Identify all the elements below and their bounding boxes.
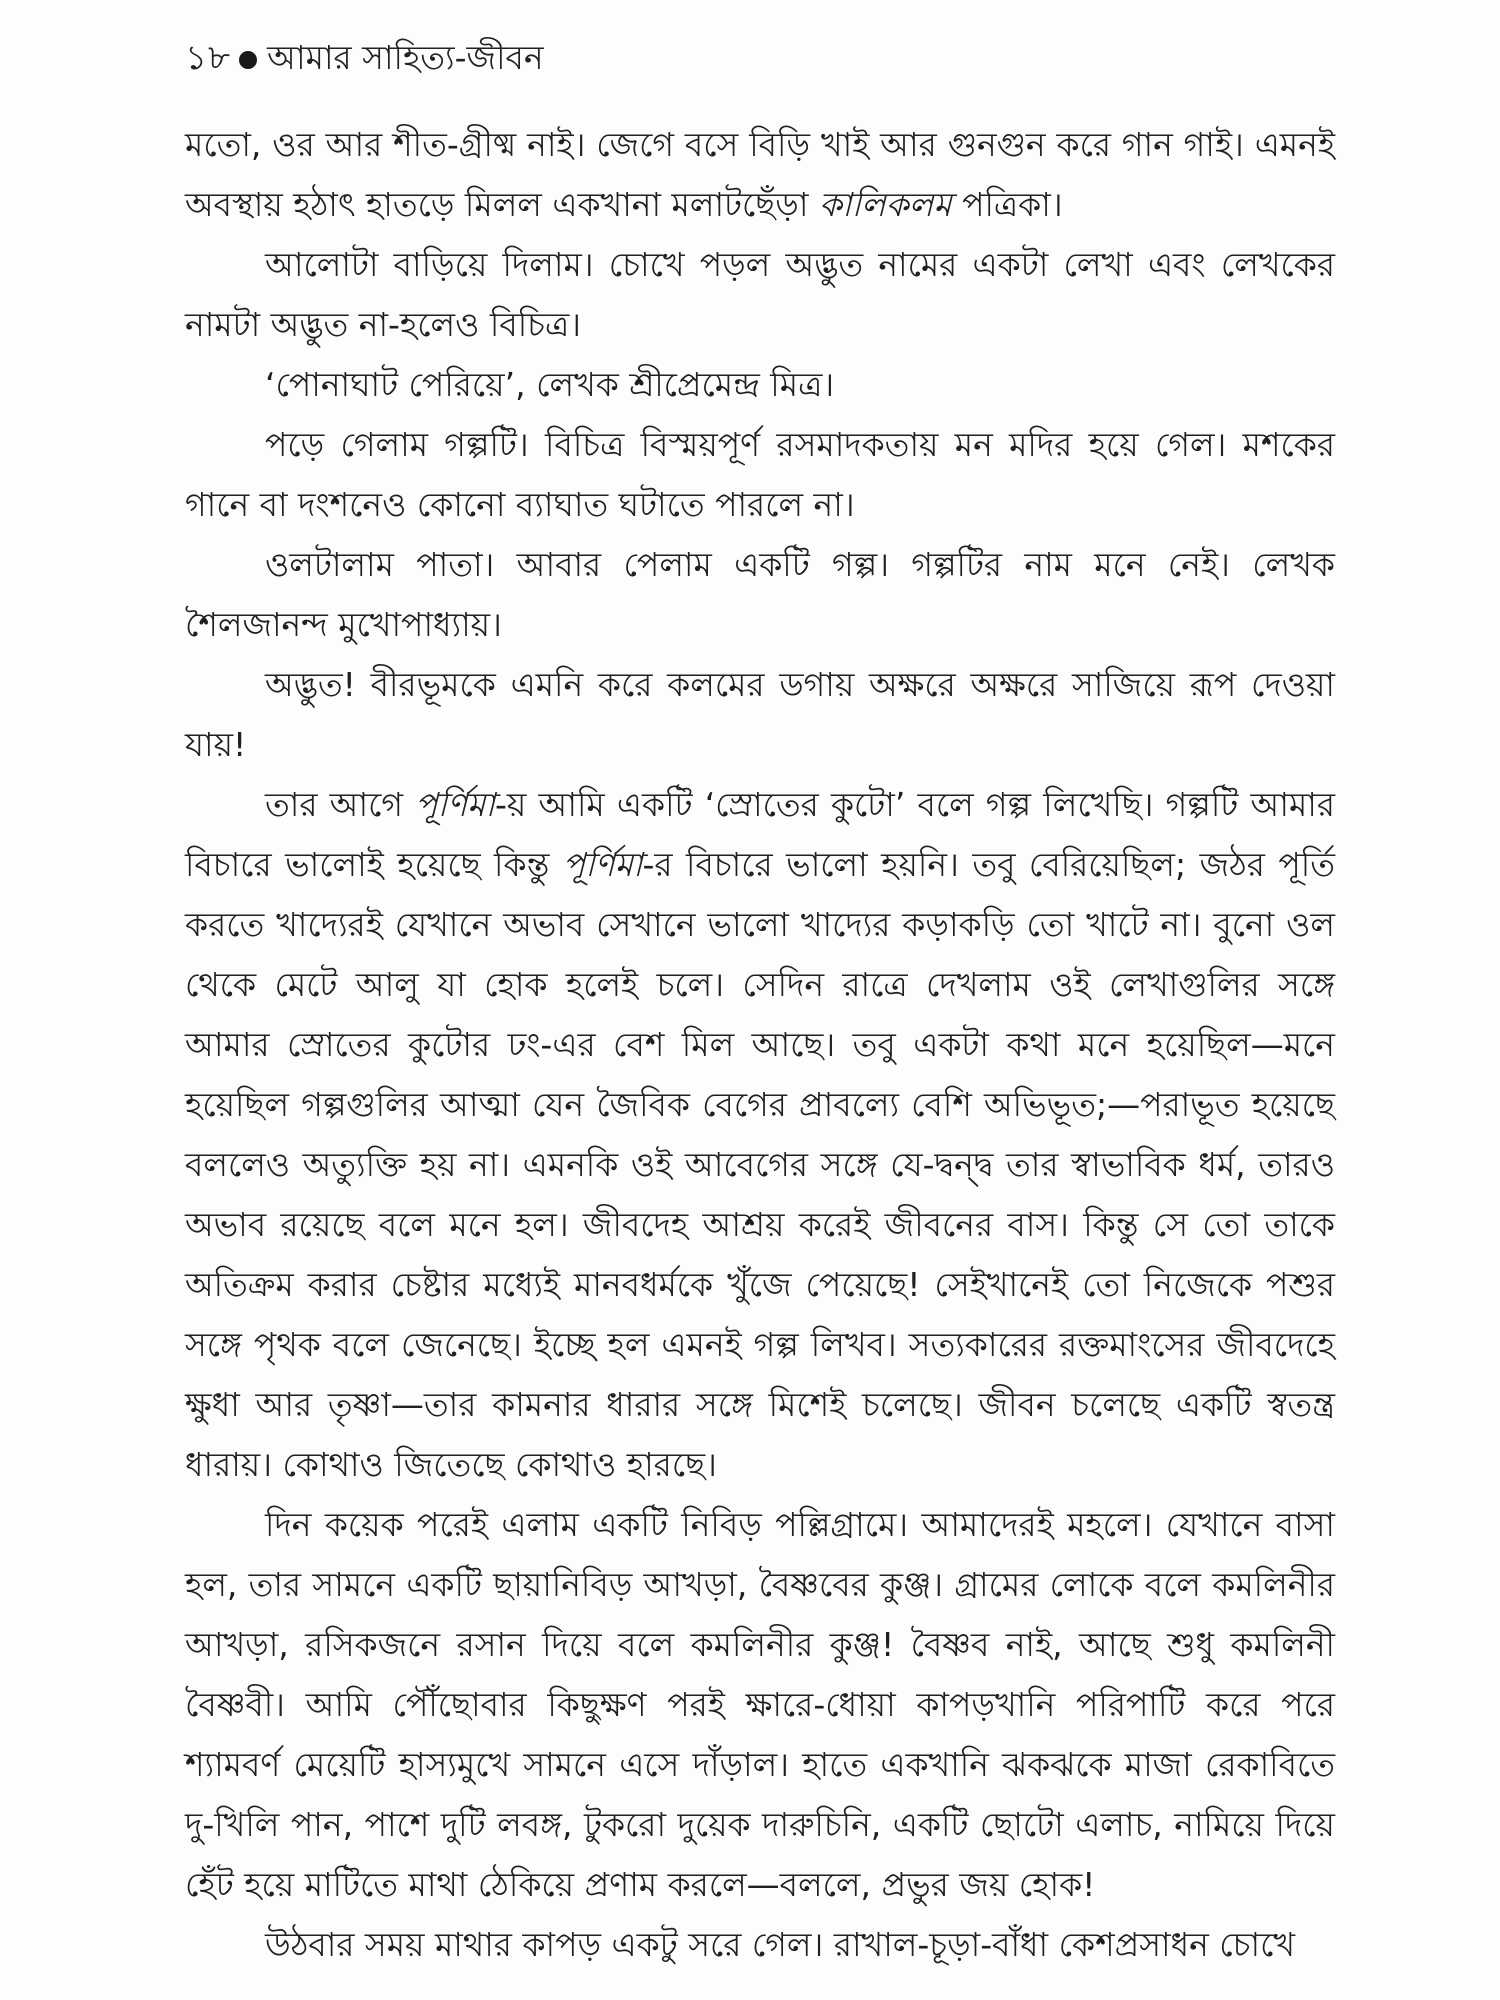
paragraph-1 [185,115,1335,235]
paragraph-text: মতো, ওর আর শীত-গ্রীষ্ম নাই। জেগে বসে বিড়ি খাই আর গুনগুন করে গান গাই। এমনই অবস্থায় হঠাৎ হাতড়ে মিলল একখানা মলাটছেঁড়া [185,125,1335,224]
paragraph-text: -র বিচারে ভালো হয়নি। তবু বেরিয়েছিল; জঠর পূর্তি করতে খাদ্যেরই যেখানে অভাব সেখানে ভালো খাদ্যের কড়াকড়ি তো খাটে না। বুনো ওল থেকে মেটে আলু যা হোক হলেই চলে। সেদিন রাত্রে দেখলাম ওই লেখাগুলির সঙ্গে আমার স্রোতের কুটোর ঢং-এর বেশ মিল আছে। তবু একটা কথা মনে হয়েছিল—মনে হয়েছিল গল্পগুলির আত্মা যেন জৈবিক বেগের প্রাবল্যে বেশি অভিভূত;—পরাভূত হয়েছে বললেও অত্যুক্তি হয় না। এমনকি ওই আবেগের সঙ্গে যে-দ্বন্দ্ব তার স্বাভাবিক ধর্ম, তারও অভাব রয়েছে বলে মনে হল। জীবদেহ আশ্রয় করেই জীবনের বাস। কিন্তু সে তো তাকে অতিক্রম করার চেষ্টার মধ্যেই মানবধর্মকে খুঁজে পেয়েছে! সেইখানেই তো নিজেকে পশুর সঙ্গে পৃথক বলে জেনেছে। ইচ্ছে হল এমনই গল্প লিখব। সত্যকারের রক্তমাংসের জীবদেহে ক্ষুধা আর তৃষ্ণা—তার কামনার ধারার সঙ্গে মিশেই চলেছে। জীবন চলেছে একটি স্বতন্ত্র ধারায়। কোথাও জিতেছে কোথাও হারছে। [185,845,1335,1484]
paragraph-7 [185,775,1335,1495]
book-title: আমার সাহিত্য-জীবন [267,38,544,77]
running-header [185,36,544,84]
paragraph-3: ‘পোনাঘাট পেরিয়ে’, লেখক শ্রীপ্রেমেন্দ্র মিত্র। [265,365,835,404]
paragraph-text: তার আগে [265,785,416,824]
magazine-title-purnima: পূর্ণিমা [415,785,495,824]
filled-circle-icon [239,51,257,69]
paragraph-9: উঠবার সময় মাথার কাপড় একটু সরে গেল। রাখাল-চূড়া-বাঁধা কেশপ্রসাধন চোখে [265,1925,1295,1964]
paragraph-6: অদ্ভুত! বীরভূমকে এমনি করে কলমের ডগায় অক্ষরে অক্ষরে সাজিয়ে রূপ দেওয়া যায়! [185,665,1335,764]
paragraph-8: দিন কয়েক পরেই এলাম একটি নিবিড় পল্লিগ্রামে। আমাদেরই মহলে। যেখানে বাসা হল, তার সামনে একটি ছায়ানিবিড় আখড়া, বৈষ্ণবের কুঞ্জ। গ্রামের লোকে বলে কমলিনীর আখড়া, রসিকজনে রসান দিয়ে বলে কমলিনীর কুঞ্জ! বৈষ্ণব নাই, আছে শুধু কমলিনী বৈষ্ণবী। আমি পৌঁছোবার কিছুক্ষণ পরই ক্ষারে-ধোয়া কাপড়খানি পরিপাটি করে পরে শ্যামবর্ণ মেয়েটি হাস্যমুখে সামনে এসে দাঁড়াল। হাতে একখানি ঝকঝকে মাজা রেকাবিতে দু-খিলি পান, পাশে দুটি লবঙ্গ, টুকরো দুয়েক দারুচিনি, একটি ছোটো এলাচ, নামিয়ে দিয়ে হেঁট হয়ে মাটিতে মাথা ঠেকিয়ে প্রণাম করলে—বললে, প্রভুর জয় হোক! [185,1505,1335,1904]
paragraph-5: ওলটালাম পাতা। আবার পেলাম একটি গল্প। গল্পটির নাম মনে নেই। লেখক শৈলজানন্দ মুখোপাধ্যায়। [185,545,1335,644]
magazine-title-kalikalam: কালিকলম [818,185,952,224]
body-text [185,115,1335,1975]
paragraph-2: আলোটা বাড়িয়ে দিলাম। চোখে পড়ল অদ্ভুত নামের একটা লেখা এবং লেখকের নামটা অদ্ভুত না-হলেও বিচিত্র। [185,245,1335,344]
page-number: ১৮ [185,37,232,78]
magazine-title-purnima: পূর্ণিমা [562,845,643,884]
paragraph-text: -য় আমি একটি ‘স্রোতের কুটো’ বলে গল্প লিখেছি। গল্পটি আমার বিচারে ভালোই হয়েছে কিন্তু [185,785,1335,884]
paragraph-4: পড়ে গেলাম গল্পটি। বিচিত্র বিস্ময়পূর্ণ রসমাদকতায় মন মদির হয়ে গেল। মশকের গানে বা দংশনেও কোনো ব্যাঘাত ঘটাতে পারলে না। [185,425,1335,524]
paragraph-text: পত্রিকা। [951,185,1063,224]
